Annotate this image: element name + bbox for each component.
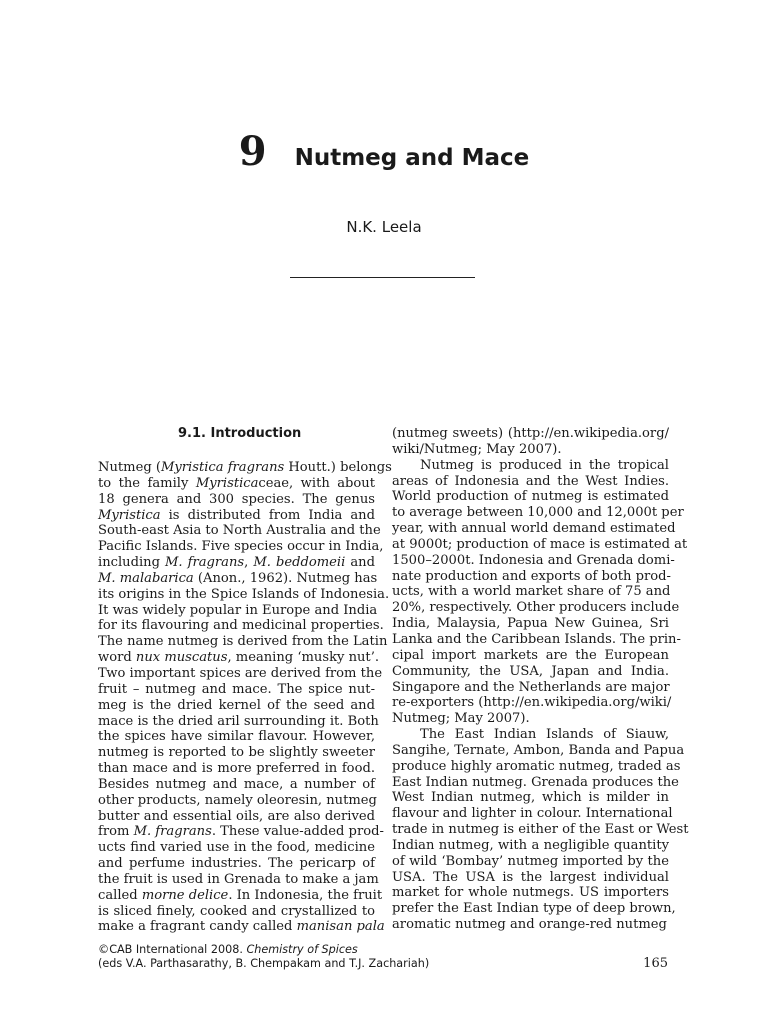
- text-line: word nux muscatus, meaning ‘musky nut’.: [98, 650, 380, 666]
- text-line: (nutmeg sweets) (http://en.wikipedia.org/: [392, 426, 669, 441]
- page-footer: [98, 943, 668, 971]
- text-line: 20%, respectively. Other producers include: [392, 600, 680, 616]
- text-line: Two important spices are derived from the: [98, 665, 383, 681]
- text-line: Singapore and the Netherlands are major: [392, 679, 670, 695]
- book-title: Chemistry of Spices: [246, 943, 358, 956]
- text-line: called morne delice. In Indonesia, the fruit: [98, 887, 383, 903]
- text-line: ucts find varied use in the food, medicine: [98, 840, 375, 856]
- text-line: It was widely popular in Europe and India: [98, 602, 378, 618]
- paragraph-intro: [98, 460, 392, 935]
- text-line: India, Malaysia, Papua New Guinea, Sri: [392, 616, 669, 632]
- text-line: Community, the USA, Japan and India.: [392, 663, 669, 679]
- text-line: World production of nutmeg is estimated: [392, 489, 669, 505]
- page-number: 165: [643, 956, 668, 971]
- left-column: [98, 426, 392, 935]
- text-line: West Indian nutmeg, which is milder in: [392, 790, 669, 806]
- text-line: Indian nutmeg, with a negligible quantity: [392, 837, 669, 853]
- text-line: butter and essential oils, are also derived: [98, 808, 375, 824]
- text-line: year, with annual world demand estimated: [392, 521, 676, 537]
- text-line: South-east Asia to North Australia and the: [98, 523, 381, 539]
- text-line: Lanka and the Caribbean Islands. The prin-: [392, 631, 681, 647]
- text-line: cipal import markets are the European: [392, 647, 669, 663]
- text-line: ucts, with a world market share of 75 and: [392, 584, 671, 600]
- text-line: Nutmeg; May 2007).: [392, 711, 530, 727]
- text-line: market for whole nutmegs. US importers: [392, 885, 669, 901]
- text-line: produce highly aromatic nutmeg, traded as: [392, 758, 681, 774]
- text-line: The name nutmeg is derived from the Latin: [98, 634, 388, 650]
- text-line: prefer the East Indian type of deep brown,: [392, 901, 676, 917]
- text-line: aromatic nutmeg and orange-red nutmeg: [392, 917, 667, 933]
- text-line: its origins in the Spice Islands of Indonesia.: [98, 586, 390, 602]
- text-line: Besides nutmeg and mace, a number of: [98, 776, 375, 792]
- text-line: re-exporters (http://en.wikipedia.org/wiki/: [392, 695, 672, 711]
- chapter-author: N.K. Leela: [346, 218, 422, 236]
- text-line: at 9000t; production of mace is estimated at: [392, 536, 688, 552]
- text-line: wiki/Nutmeg; May 2007).: [392, 441, 562, 457]
- text-line: and perfume industries. The pericarp of: [98, 856, 375, 872]
- text-line: is sliced finely, cooked and crystallized to: [98, 903, 375, 919]
- text-line: the fruit is used in Grenada to make a jam: [98, 871, 379, 887]
- text-line: Nutmeg is produced in the tropical: [420, 457, 669, 473]
- text-line: the spices have similar flavour. However,: [98, 729, 375, 745]
- text-line: fruit – nutmeg and mace. The spice nut-: [98, 681, 375, 697]
- copyright-text: ©CAB International 2008.: [98, 943, 247, 956]
- chapter-title: Nutmeg and Mace: [294, 145, 530, 171]
- text-line: mace is the dried aril surrounding it. Both: [98, 713, 379, 729]
- text-line: USA. The USA is the largest individual: [392, 869, 669, 885]
- text-line: nutmeg is reported to be slightly sweeter: [98, 745, 375, 761]
- section-heading: 9.1. Introduction: [178, 426, 302, 441]
- copyright-line: [98, 943, 668, 957]
- text-line: Pacific Islands. Five species occur in India,: [98, 539, 384, 555]
- editors-line: (eds V.A. Parthasarathy, B. Chempakam and T.J. Zachariah): [98, 957, 430, 970]
- text-line: than mace and is more preferred in food.: [98, 761, 375, 777]
- chapter-heading: [0, 128, 768, 175]
- text-line: trade in nutmeg is either of the East or West: [392, 822, 689, 838]
- text-line: 18 genera and 300 species. The genus: [98, 491, 375, 507]
- text-line: 1500–2000t. Indonesia and Grenada domi-: [392, 552, 675, 568]
- text-line: Sangihe, Ternate, Ambon, Banda and Papua: [392, 742, 685, 758]
- text-line: Myristica is distributed from India and: [98, 507, 375, 523]
- text-line: areas of Indonesia and the West Indies.: [392, 473, 669, 489]
- text-line: to average between 10,000 and 12,000t per: [392, 505, 684, 521]
- paragraph-continued: [392, 426, 689, 933]
- text-line: The East Indian Islands of Siauw,: [420, 727, 669, 743]
- text-line: of wild ‘Bombay’ nutmeg imported by the: [392, 853, 669, 869]
- text-line: for its flavouring and medicinal properties.: [98, 618, 384, 634]
- title-divider: [290, 277, 475, 278]
- text-line: from M. fragrans. These value-added prod-: [98, 824, 384, 840]
- text-line: including M. fragrans, M. beddomeii and: [98, 555, 375, 571]
- text-line: other products, namely oleoresin, nutmeg: [98, 792, 377, 808]
- text-line: to the family Myristicaceae, with about: [98, 475, 375, 491]
- right-column: [392, 426, 689, 933]
- text-line: make a fragrant candy called manisan pala: [98, 919, 385, 935]
- text-line: East Indian nutmeg. Grenada produces the: [392, 774, 679, 790]
- chapter-number: 9: [238, 128, 267, 175]
- text-line: Nutmeg (Myristica fragrans Houtt.) belongs: [98, 460, 392, 475]
- text-line: M. malabarica (Anon., 1962). Nutmeg has: [98, 570, 378, 586]
- text-line: nate production and exports of both prod-: [392, 568, 671, 584]
- text-line: meg is the dried kernel of the seed and: [98, 697, 375, 713]
- text-line: flavour and lighter in colour. International: [392, 806, 673, 822]
